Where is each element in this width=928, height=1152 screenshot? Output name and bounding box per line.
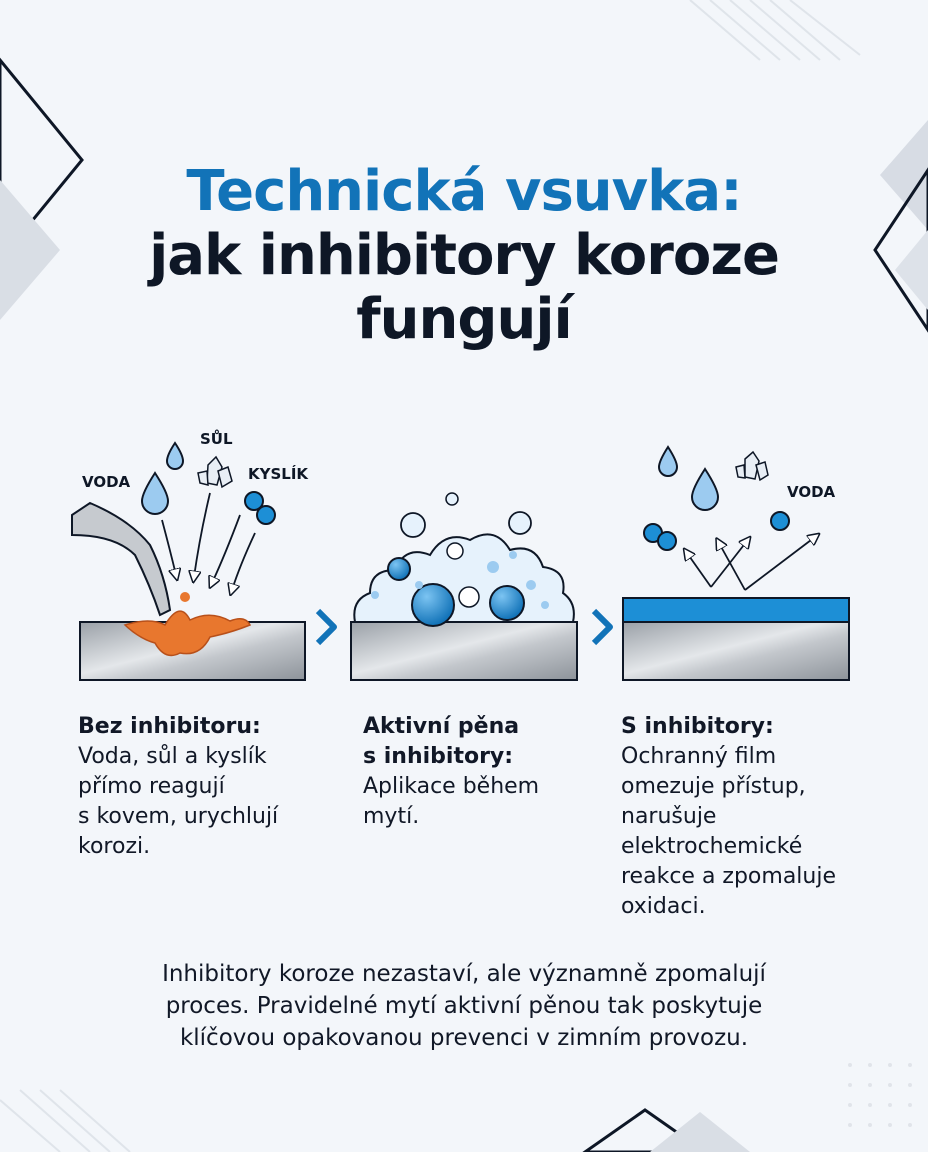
- oxygen-molecule-icon: [245, 492, 275, 524]
- title-line-3: fungují: [356, 287, 572, 352]
- protective-film-illustration: [615, 425, 855, 695]
- heading-active-foam-1: Aktivní pěna: [363, 714, 520, 739]
- text-line: omezuje přístup,: [621, 774, 806, 799]
- summary-text: [60, 958, 868, 1054]
- salt-crystal-icon: [736, 452, 768, 480]
- summary-line: klíčovou opakovanou prevenci v zimním provozu.: [179, 1025, 749, 1051]
- summary-line: Inhibitory koroze nezastaví, ale významně zpomalují: [162, 961, 766, 987]
- text-line: Ochranný film: [621, 744, 777, 769]
- heading-with-inhibitor: S inhibitory:: [621, 714, 774, 739]
- panel-with-inhibitor: [615, 425, 855, 695]
- water-drop-icon: [659, 447, 718, 510]
- text-line: elektrochemické: [621, 834, 803, 859]
- description-without-inhibitor: [78, 712, 338, 862]
- label-salt: SŮL: [200, 430, 233, 448]
- oxygen-molecule-icon: [644, 512, 789, 550]
- page-title: [0, 160, 928, 352]
- title-line-2: jak inhibitory koroze: [149, 223, 779, 288]
- panel-active-foam: [345, 425, 585, 695]
- heading-without-inhibitor: Bez inhibitoru:: [78, 714, 261, 739]
- summary-line: proces. Pravidelné mytí aktivní pěnou tak poskytuje: [165, 993, 763, 1019]
- next-arrow-icon: [588, 605, 618, 649]
- label-oxygen: KYSLÍK: [248, 465, 309, 483]
- text-line: přímo reagují: [78, 774, 225, 799]
- salt-crystal-icon: [198, 457, 232, 487]
- foam-illustration: [345, 425, 585, 695]
- title-line-1: Technická vsuvka:: [186, 159, 742, 224]
- description-with-inhibitor: [621, 712, 891, 922]
- next-arrow-icon: [312, 605, 342, 649]
- water-drop-icon: [142, 443, 183, 514]
- text-line: Aplikace během: [363, 774, 540, 799]
- text-line: oxidaci.: [621, 894, 706, 919]
- label-water: VODA: [787, 483, 836, 501]
- text-line: narušuje: [621, 804, 717, 829]
- text-line: korozi.: [78, 834, 151, 859]
- deflect-arrow-icon: [687, 537, 815, 590]
- label-water: VODA: [82, 473, 131, 491]
- description-active-foam: [363, 712, 603, 832]
- text-line: mytí.: [363, 804, 420, 829]
- text-line: reakce a zpomaluje: [621, 864, 837, 889]
- text-line: Voda, sůl a kyslík: [78, 744, 267, 769]
- text-line: s kovem, urychlují: [78, 804, 279, 829]
- heading-active-foam-2: s inhibitory:: [363, 744, 514, 769]
- panel-without-inhibitor: [70, 425, 320, 695]
